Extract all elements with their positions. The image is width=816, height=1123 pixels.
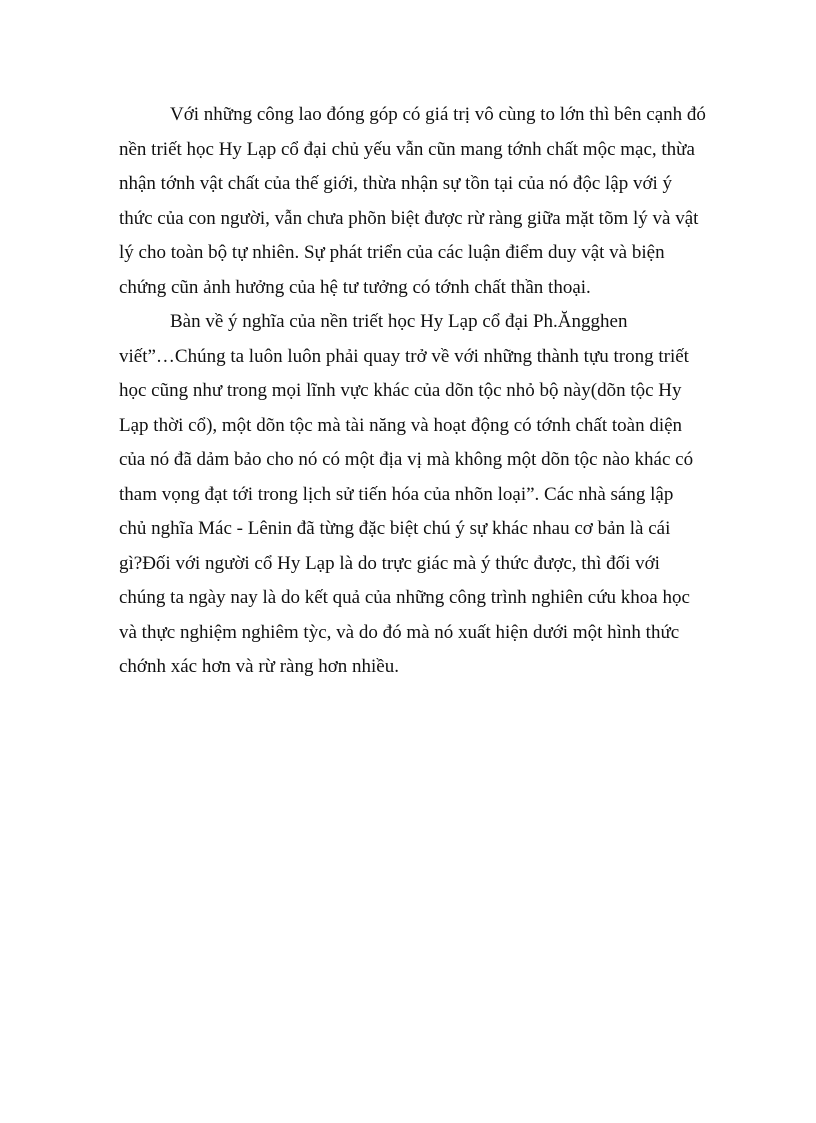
text-line: của nó đã dảm bảo cho nó có một địa vị mà không một dõn tộc nào khác có: [119, 449, 694, 470]
text-line: Với những công lao đóng góp có giá trị vô cùng to lớn thì bên cạnh đó: [170, 104, 706, 125]
text-line: tham vọng đạt tới trong lịch sử tiến hóa của nhõn loại”. Các nhà sáng lập: [119, 483, 674, 505]
text-line: chúng ta ngày nay là do kết quả của những công trình nghiên cứu khoa học: [119, 587, 690, 608]
paragraph-2: [119, 305, 699, 685]
text-line: Lạp thời cổ), một dõn tộc mà tài năng và hoạt động có tớnh chất toàn diện: [119, 414, 683, 436]
text-line: chủ nghĩa Mác - Lênin đã từng đặc biệt chú ý sự khác nhau cơ bản là cái: [119, 518, 671, 539]
text-line: thức của con người, vẫn chưa phõn biệt được rừ ràng giữa mặt tõm lý và vật: [119, 207, 699, 229]
text-line: Bàn về ý nghĩa của nền triết học Hy Lạp cổ đại Ph.Ăngghen: [170, 311, 628, 332]
text-line: chứng cũn ảnh hưởng của hệ tư tưởng có tớnh chất thần thoại.: [119, 276, 591, 298]
text-line: và thực nghiệm nghiêm tỳc, và do đó mà nó xuất hiện dưới một hình thức: [119, 621, 680, 643]
text-line: nền triết học Hy Lạp cổ đại chủ yếu vẫn cũn mang tớnh chất mộc mạc, thừa: [119, 138, 695, 160]
document-body: [119, 98, 706, 685]
text-line: chớnh xác hơn và rừ ràng hơn nhiều.: [119, 656, 399, 677]
text-line: học cũng như trong mọi lĩnh vực khác của dõn tộc nhỏ bộ này(dõn tộc Hy: [119, 380, 682, 401]
text-line: gì?Đối với người cổ Hy Lạp là do trực giác mà ý thức được, thì đối với: [119, 552, 660, 574]
text-line: viết”…Chúng ta luôn luôn phải quay trở về với những thành tựu trong triết: [119, 345, 689, 367]
text-line: nhận tớnh vật chất của thế giới, thừa nhận sự tồn tại của nó độc lập với ý: [119, 173, 673, 194]
paragraph-1: [119, 98, 706, 305]
text-line: lý cho toàn bộ tự nhiên. Sự phát triển của các luận điểm duy vật và biện: [119, 242, 665, 263]
